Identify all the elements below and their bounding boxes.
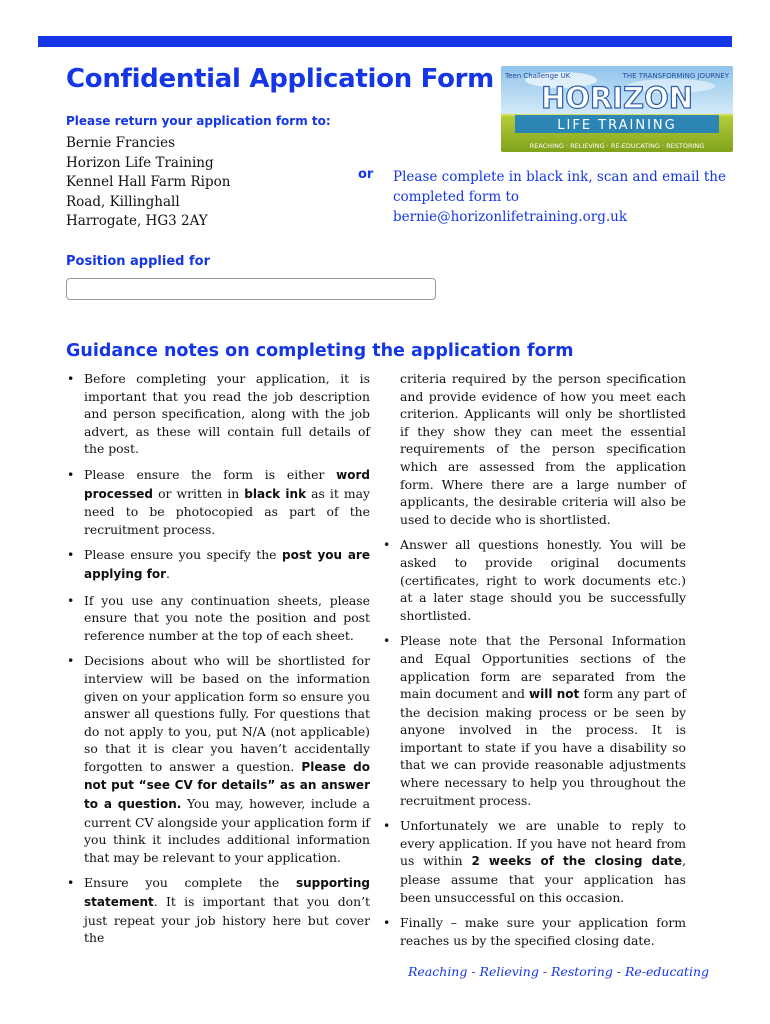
guidance-item: • Answer all questions honestly. You will be asked to provide original documents (certificates, right to work documents etc.) at a later stage should you be successfully shortlisted. — [382, 536, 686, 624]
logo-graphic — [501, 66, 733, 152]
address-line: Kennel Hall Farm Ripon — [66, 174, 231, 191]
guidance-item: • Decisions about who will be shortlisted for interview will be based on the information given on your application form so ensure you answer all questions fully. For questions that do not apply to you, put N/A (not applicable) so that it is clear you haven’t accidentally forgotten to answer a question. Please do not put “see CV for details” as an answer to a question. You may, however, include a current CV alongside your application form if you think it includes additional information that may be relevant to your application. — [66, 652, 370, 866]
guidance-column-right — [382, 370, 686, 957]
footer-tagline: Reaching - Relieving - Restoring - Re-educating — [408, 964, 709, 979]
address-line: Harrogate, HG3 2AY — [66, 213, 208, 230]
guidance-item: • Please ensure the form is either word processed or written in black ink as it may need to be photocopied as part of the recruitment process. — [66, 466, 370, 538]
horizon-life-training-logo — [501, 66, 733, 152]
guidance-item: • Unfortunately we are unable to reply to every application. If you have not heard from us within 2 weeks of the closing date, please assume that your application has been unsuccessful on this occasion. — [382, 817, 686, 906]
email-instructions: Please complete in black ink, scan and email the completed form to bernie@horizonlifetraining.org.uk — [393, 169, 726, 225]
guidance-item: • Ensure you complete the supporting statement. It is important that you don’t just repeat your job history here but cover the — [66, 874, 370, 946]
guidance-heading: Guidance notes on completing the application form — [66, 341, 574, 361]
logo-tagline-left: Teen Challenge UK — [505, 72, 571, 80]
guidance-column-left — [66, 370, 370, 955]
logo-subtitle: LIFE TRAINING — [557, 118, 677, 133]
guidance-item-continued: criteria required by the person specification and provide evidence of how you meet each criterion. Applicants will only be shortlisted if they show they can meet the essential requirements of the person specification which are assessed from the application form. Where there are a large number of applicants, the desirable criteria will also be used to decide who is shortlisted. — [400, 371, 686, 527]
guidance-item: • If you use any continuation sheets, please ensure that you note the position and post reference number at the top of each sheet. — [66, 592, 370, 645]
position-input[interactable] — [66, 278, 436, 300]
or-separator: or — [358, 167, 374, 182]
guidance-item: • Please note that the Personal Information and Equal Opportunities sections of the application form are separated from the main document and will not form any part of the decision making process or be seen by anyone involved in the process. It is important to state if you have a disability so that we can provide reasonable adjustments where necessary to help you throughout the recruitment process. — [382, 632, 686, 809]
return-instructions-label: Please return your application form to: — [66, 114, 331, 128]
position-label: Position applied for — [66, 254, 210, 269]
address-line: Horizon Life Training — [66, 154, 214, 171]
address-line: Bernie Francies — [66, 135, 176, 151]
logo-strapline: REACHING · RELIEVING · RE-EDUCATING · RESTORING — [529, 142, 705, 150]
guidance-item: • Before completing your application, it is important that you read the job description and person specification, along with the job advert, as these will contain full details of the post. — [66, 370, 370, 458]
guidance-item: • Finally – make sure your application form reaches us by the specified closing date. — [382, 914, 686, 949]
logo-tagline-right: THE TRANSFORMING JOURNEY — [622, 72, 729, 80]
address-line: Road, Killinghall — [66, 193, 180, 210]
guidance-item: • Please ensure you specify the post you are applying for. — [66, 546, 370, 583]
logo-brand: HORIZON — [541, 81, 693, 115]
return-address — [66, 134, 230, 232]
top-accent-bar — [38, 36, 732, 47]
page-title: Confidential Application Form — [66, 64, 494, 94]
